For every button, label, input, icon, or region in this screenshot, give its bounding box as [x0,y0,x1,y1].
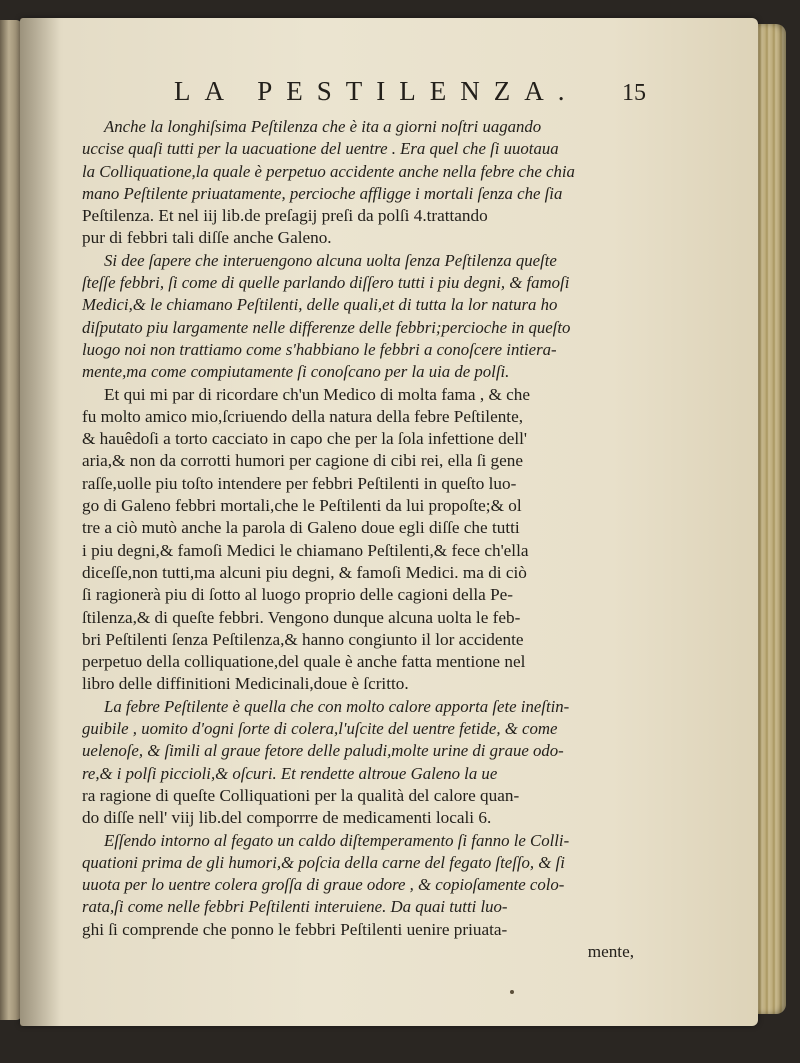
text-line: mente,ma come compiutamente ſi conoſcano per la uia de polſi. [82,362,510,382]
left-page-edge [0,20,22,1020]
text-line: ghi ſi comprende che ponno le febbri Peſtilenti uenire priuata- [82,919,508,939]
text-line: ſi ragionerà piu di ſotto al luogo proprio delle cagioni della Pe- [82,585,514,605]
text-line: tre a ciò mutò anche la parola di Galeno doue egli diſſe che tutti [82,518,520,538]
text-line: luogo noi non trattiamo come s'habbiano le febbri a conoſcere intiera- [82,339,557,359]
text-block [82,76,646,963]
text-line: La febre Peſtilente è quella che con molto calore apporta ſete ineſtin- [104,696,570,716]
text-line: go di Galeno febbri mortali,che le Peſtilenti da lui propoſte;& ol [82,496,522,516]
text-line: do diſſe nell' viij lib.del comporrre de medicamenti locali 6. [82,808,492,828]
text-line: i piu degni,& famoſi Medici le chiamano Peſtilenti,& fece ch'ella [82,540,529,560]
text-line: diceſſe,non tutti,ma alcuni piu degni, & famoſi Medici. ma di ciò [82,562,527,582]
text-line: uccise quaſi tutti per la uacuatione del uentre . Era quel che ſi uuotaua [82,139,559,159]
text-line: Si dee ſapere che interuengono alcuna uolta ſenza Peſtilenza queſte [104,250,557,270]
text-line: mano Peſtilente priuatamente, percioche affligge i mortali ſenza che ſia [82,183,563,203]
text-line: perpetuo della colliquatione,del quale è anche fatta mentione nel [82,652,526,672]
text-line: guibile , uomito d'ogni ſorte di colera,l'uſcite del uentre fetide, & come [82,719,558,739]
text-line: Et qui mi par di ricordare ch'un Medico di molta fama , & che [104,384,530,404]
text-line: re,& i polſi piccioli,& oſcuri. Et rendette altroue Galeno la ue [82,763,498,783]
catchword: mente, [587,941,634,961]
text-line: ſteſſe febbri, ſi come di quelle parlando diſſero tutti i piu degni, & famoſi [82,273,570,293]
text-line: raſſe,uolle piu toſto intendere per febbri Peſtilenti in queſto luo- [82,473,517,493]
text-line: uelenoſe, & ſimili al graue fetore delle paludi,molte urine di graue odo- [82,741,564,761]
text-line: aria,& non da corrotti humori per cagione di cibi rei, ella ſi gene [82,451,523,471]
text-line: pur di febbri tali diſſe anche Galeno. [82,228,332,248]
body-text [82,116,634,941]
text-line: Peſtilenza. Et nel iij lib.de preſagij preſi da polſi 4.trattando [82,206,488,226]
text-line: fu molto amico mio,ſcriuendo della natura della febre Peſtilente, [82,406,523,426]
page-number: 15 [622,80,646,106]
text-line: libro delle diffinitioni Medicinali,doue è ſcritto. [82,674,409,694]
text-line: Anche la longhiſsima Peſtilenza che è ita a giorni noſtri uagando [104,117,542,136]
running-header [82,76,646,110]
text-line: ſtilenza,& di queſte febbri. Vengono dunque alcuna uolta le feb- [82,607,521,627]
text-line: & hauêdoſi a torto cacciato in capo che per la ſola infettione dell' [82,429,528,449]
text-line: uuota per lo uentre colera groſſa di graue odore , & copioſamente colo- [82,875,565,895]
text-line: ra ragione di queſte Colliquationi per la qualità del calore quan- [82,785,520,805]
text-line: quationi prima de gli humori,& poſcia della carne del fegato ſteſſo, & ſi [82,852,565,872]
ink-spot [510,990,514,994]
text-line: diſputato piu largamente nelle differenze delle febbri;percioche in queſto [82,317,571,337]
text-line: Medici,& le chiamano Peſtilenti, delle quali,et di tutta la lor natura ho [82,295,558,315]
text-line: bri Peſtilenti ſenza Peſtilenza,& hanno congiunto il lor accidente [82,629,524,649]
text-line: Eſſendo intorno al fegato un caldo diſtemperamento ſi fanno le Colli- [104,830,570,850]
running-title: LA PESTILENZA. [174,76,579,106]
text-line: rata,ſi come nelle febbri Peſtilenti interuiene. Da quai tutti luo- [82,897,508,917]
text-line: la Colliquatione,la quale è perpetuo accidente anche nella febre che chia [82,161,575,181]
